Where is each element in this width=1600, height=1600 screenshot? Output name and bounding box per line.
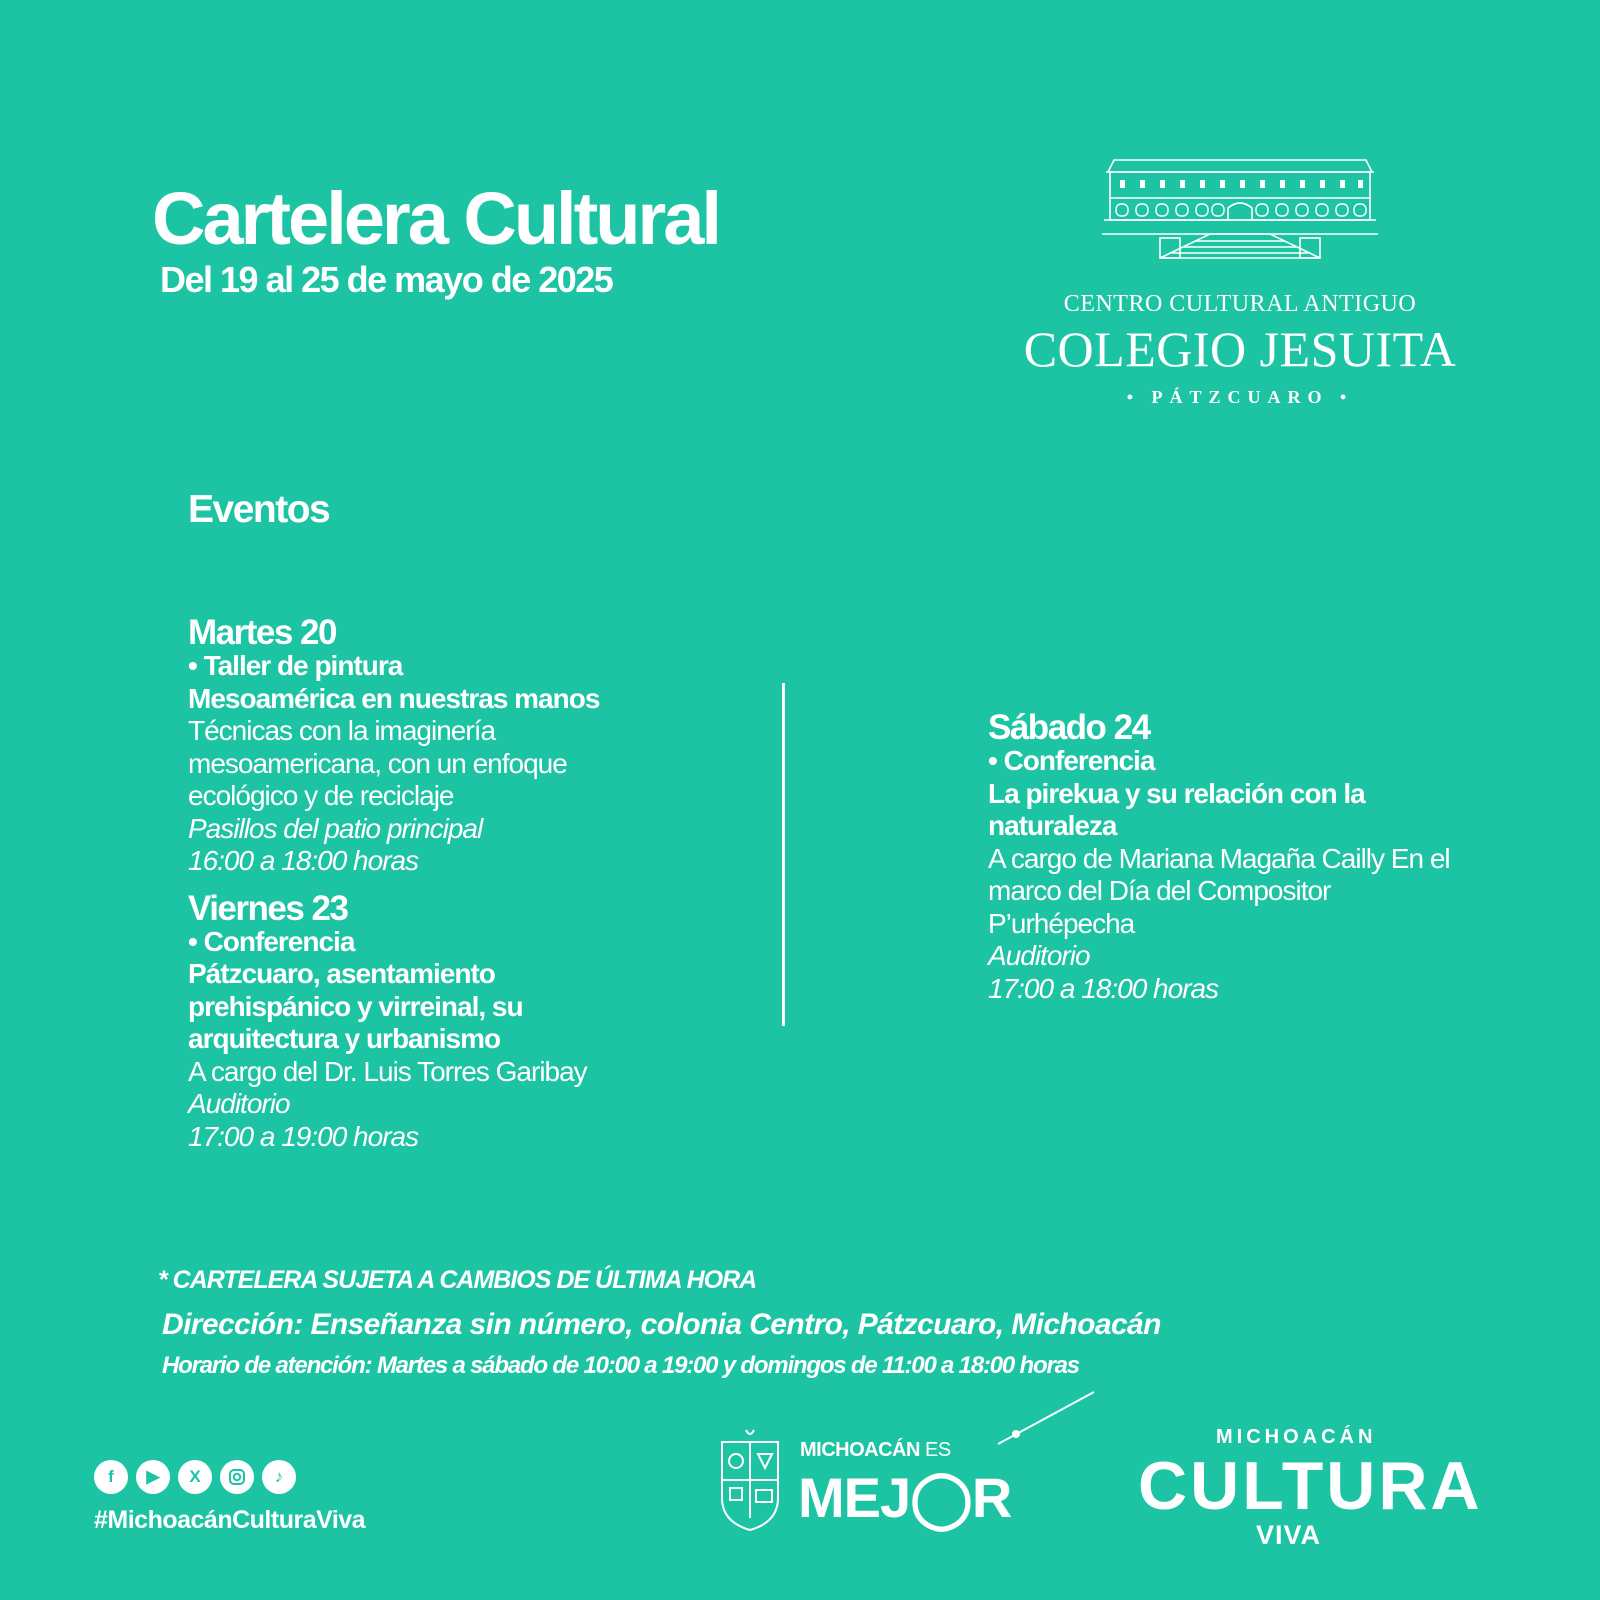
- venue-logo-line1: CENTRO CULTURAL ANTIGUO: [1063, 291, 1417, 317]
- event-title: Pátzcuaro, asentamiento prehispánico y virreinal, su arquitectura y urbanismo: [188, 958, 523, 1054]
- events-left-column: [188, 613, 748, 1159]
- venue-logo: [990, 158, 1490, 406]
- x-icon[interactable]: X: [178, 1460, 212, 1494]
- instagram-icon[interactable]: [220, 1460, 254, 1494]
- event-sabado-24: [988, 708, 1548, 1005]
- venue-logo-line3: • PÁTZCUARO •: [1126, 387, 1354, 407]
- event-description: A cargo del Dr. Luis Torres Garibay: [188, 1055, 587, 1087]
- social-icons: [94, 1460, 296, 1494]
- mejor-text: MEJ◯R: [798, 1466, 1012, 1529]
- cultura-logo-word: CULTURA: [1138, 1448, 1483, 1524]
- event-title: La pirekua y su relación con la naturaleza: [988, 777, 1365, 841]
- opening-hours: Horario de atención: Martes a sábado de 10:00 a 19:00 y domingos de 11:00 a 18:00 horas: [162, 1352, 1079, 1379]
- schedule-disclaimer: * CARTELERA SUJETA A CAMBIOS DE ÚLTIMA HORA: [158, 1266, 757, 1294]
- youtube-icon[interactable]: ▶: [136, 1460, 170, 1494]
- event-viernes-23: [188, 888, 748, 1154]
- tiktok-icon[interactable]: ♪: [262, 1460, 296, 1494]
- events-heading: Eventos: [188, 488, 330, 531]
- event-title: Mesoamérica en nuestras manos: [188, 682, 600, 714]
- coat-of-arms-icon: [718, 1428, 782, 1532]
- events-right-column: [988, 708, 1548, 1011]
- date-range: Del 19 al 25 de mayo de 2025: [160, 259, 613, 300]
- event-type: • Conferencia: [988, 745, 1155, 776]
- cable-car-icon: [996, 1390, 1096, 1450]
- event-location: Pasillos del patio principal: [188, 812, 483, 844]
- event-day: Martes 20: [188, 613, 336, 652]
- event-description: Técnicas con la imaginería mesoamericana, con un enfoque ecológico y de reciclaje: [188, 715, 567, 811]
- cultura-logo-top: MICHOACÁN: [1216, 1426, 1377, 1448]
- event-time: 17:00 a 19:00 horas: [188, 1120, 419, 1152]
- michoacan-es-text: MICHOACÁN ES: [800, 1439, 951, 1461]
- event-time: 16:00 a 18:00 horas: [188, 845, 419, 876]
- event-martes-20: [188, 613, 748, 878]
- page-title: Cartelera Cultural: [152, 177, 719, 260]
- hashtag: #MichoacánCulturaViva: [94, 1506, 366, 1534]
- event-day: Viernes 23: [188, 888, 348, 928]
- event-location: Auditorio: [988, 940, 1090, 971]
- event-description: A cargo de Mariana Magaña Cailly En el marco del Día del Compositor P’urhépecha: [988, 842, 1450, 939]
- event-type: • Taller de pintura: [188, 650, 403, 681]
- event-time: 17:00 a 18:00 horas: [988, 972, 1219, 1004]
- cultura-logo-bottom: VIVA: [1256, 1520, 1322, 1550]
- event-location: Auditorio: [188, 1088, 290, 1119]
- event-day: Sábado 24: [988, 708, 1150, 747]
- building-icon: [1100, 158, 1380, 260]
- column-divider: [782, 683, 785, 1026]
- address: Dirección: Enseñanza sin número, colonia Centro, Pátzcuaro, Michoacán: [162, 1308, 1161, 1341]
- facebook-icon[interactable]: f: [94, 1460, 128, 1494]
- venue-logo-line2: COLEGIO JESUITA: [1023, 321, 1457, 377]
- event-type: • Conferencia: [188, 925, 355, 957]
